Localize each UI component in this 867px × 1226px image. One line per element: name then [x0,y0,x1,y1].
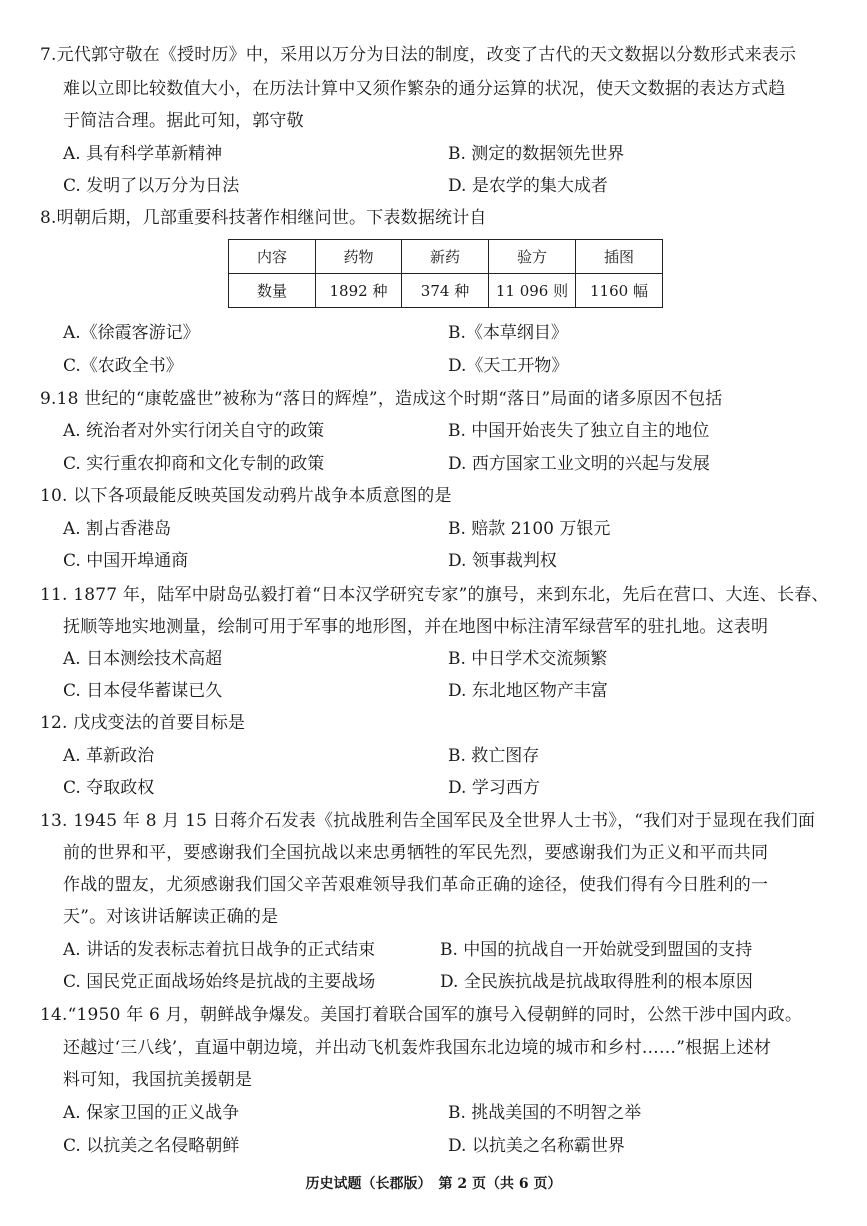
table-cell: 数量 [229,274,316,308]
q11-option-c: C. 日本侵华蓄谋已久 [63,681,223,701]
q9-option-a: A. 统治者对外实行闭关自守的政策 [63,421,325,441]
q8-option-b: B.《本草纲目》 [448,323,568,343]
table-cell: 374 种 [402,274,489,308]
q13-option-c: C. 国民党正面战场始终是抗战的主要战场 [63,972,376,992]
table-cell: 验方 [489,240,576,274]
q14-stem-line-1: 14.“1950 年 6 月，朝鲜战争爆发。美国打着联合国军的旗号入侵朝鲜的同时，公然干涉中国内政。 [40,1005,803,1025]
q14-option-b: B. 挑战美国的不明智之举 [448,1103,642,1123]
q12-option-c: C. 夺取政权 [63,778,155,798]
q7-stem-line-3: 于简洁合理。据此可知，郭守敬 [63,111,304,131]
q14-option-a: A. 保家卫国的正义战争 [63,1103,240,1123]
q8-option-a: A.《徐霞客游记》 [63,323,200,343]
table-row [229,240,663,274]
q12-option-a: A. 革新政治 [63,746,155,766]
q7-stem-line-1: 7.元代郭守敬在《授时历》中，采用以万分为日法的制度，改变了古代的天文数据以分数形式来表示 [40,45,797,65]
table-cell: 药物 [316,240,402,274]
q8-option-d: D.《天工开物》 [448,356,569,376]
q12-stem-line-1: 12. 戊戌变法的首要目标是 [40,713,246,733]
q7-option-b: B. 测定的数据领先世界 [448,144,625,164]
q11-option-d: D. 东北地区物产丰富 [448,681,608,701]
table-cell: 1892 种 [316,274,402,308]
q11-option-a: A. 日本测绘技术高超 [63,649,223,669]
q13-option-a: A. 讲话的发表标志着抗日战争的正式结束 [63,940,376,960]
q11-option-b: B. 中日学术交流频繁 [448,649,608,669]
q14-stem-line-3: 料可知，我国抗美援朝是 [63,1070,253,1090]
q10-option-d: D. 领事裁判权 [448,551,557,571]
table-cell: 新药 [402,240,489,274]
q9-stem-line-1: 9.18 世纪的“康乾盛世”被称为“落日的辉煌”，造成这个时期“落日”局面的诸多原因不包括 [40,389,723,409]
q9-option-b: B. 中国开始丧失了独立自主的地位 [448,421,710,441]
table-cell: 内容 [229,240,316,274]
q11-stem-line-1: 11. 1877 年，陆军中尉岛弘毅打着“日本汉学研究专家”的旗号，来到东北，先后在营口、大连、长春、 [40,585,829,605]
q13-stem-line-1: 13. 1945 年 8 月 15 日蒋介石发表《抗战胜利告全国军民及全世界人士书》，“我们对于显现在我们面 [40,811,816,831]
q12-option-d: D. 学习西方 [448,778,540,798]
q9-option-c: C. 实行重农抑商和文化专制的政策 [63,454,325,474]
q14-option-c: C. 以抗美之名侵略朝鲜 [63,1136,240,1156]
q12-option-b: B. 救亡图存 [448,746,540,766]
q13-stem-line-4: 天”。对该讲话解读正确的是 [63,907,279,927]
q14-stem-line-2: 还越过‘三八线’，直逼中朝边境，并出动飞机轰炸我国东北边境的城市和乡村……”根据上述材 [63,1038,772,1058]
q10-option-a: A. 割占香港岛 [63,519,172,539]
q7-option-a: A. 具有科学革新精神 [63,144,223,164]
q13-stem-line-2: 前的世界和平，要感谢我们全国抗战以来忠勇牺牲的军民先烈，要感谢我们为正义和平而共同 [63,843,769,863]
q7-option-d: D. 是农学的集大成者 [448,176,608,196]
table-cell: 插图 [576,240,663,274]
q8-option-c: C.《农政全书》 [63,356,183,376]
q7-option-c: C. 发明了以万分为日法 [63,176,240,196]
q10-stem-line-1: 10. 以下各项最能反映英国发动鸦片战争本质意图的是 [40,486,452,506]
q7-stem-line-2: 难以立即比较数值大小，在历法计算中又须作繁杂的通分运算的状况，使天文数据的表达方式趋 [63,79,786,99]
q8-stem-line-1: 8.明朝后期，几部重要科技著作相继问世。下表数据统计自 [40,208,487,228]
page-footer: 历史试题（长郡版） 第 2 页（共 6 页） [305,1176,562,1192]
q9-option-d: D. 西方国家工业文明的兴起与发展 [448,454,710,474]
q13-option-b: B. 中国的抗战自一开始就受到盟国的支持 [440,940,753,960]
q13-option-d: D. 全民族抗战是抗战取得胜利的根本原因 [440,972,753,992]
q13-stem-line-3: 作战的盟友，尤须感谢我们国父辛苦艰难领导我们革命正确的途径，使我们得有今日胜利的一 [63,875,769,895]
q14-option-d: D. 以抗美之名称霸世界 [448,1136,625,1156]
table-cell: 1160 幅 [576,274,663,308]
q10-option-b: B. 赔款 2100 万银元 [448,519,611,539]
q10-option-c: C. 中国开埠通商 [63,551,189,571]
table-row [229,274,663,308]
table-cell: 11 096 则 [489,274,576,308]
q8-data-table [228,239,663,308]
q11-stem-line-2: 抚顺等地实地测量，绘制可用于军事的地形图，并在地图中标注清军绿营军的驻扎地。这表明 [63,617,769,637]
